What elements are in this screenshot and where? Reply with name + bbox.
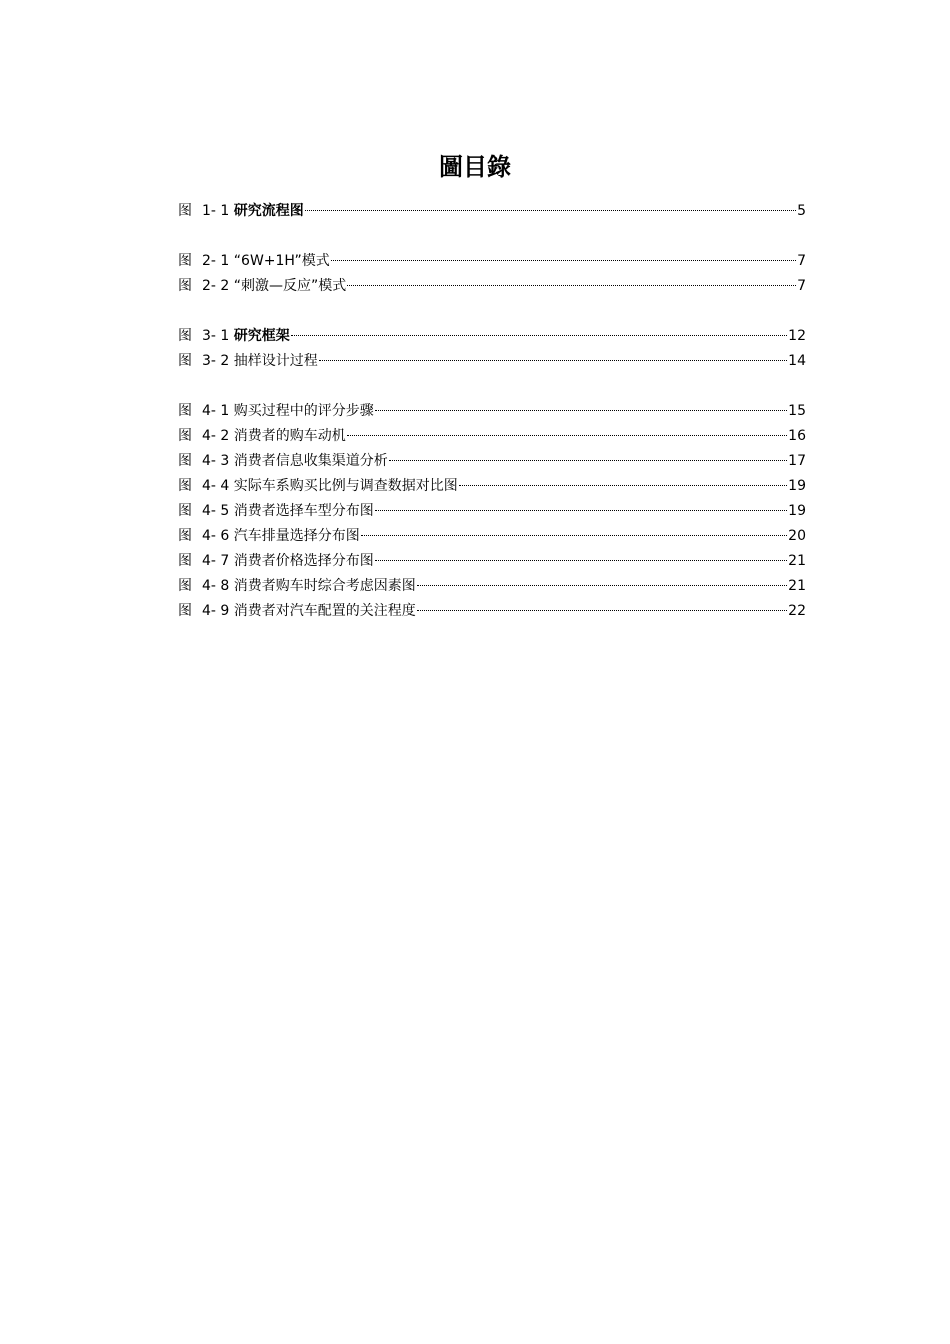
figure-caption: 消费者选择车型分布图 [233,503,374,519]
page-title: 圖目錄 [439,153,511,181]
figure-caption: “6W+1H”模式 [233,253,330,269]
page-number: 19 [788,503,806,519]
figure-entry[interactable] [178,449,806,474]
figure-entry[interactable] [178,199,806,224]
figure-label: 图 [178,478,192,494]
figure-caption: 研究流程图 [233,203,304,219]
figure-label: 图 [178,453,192,469]
figure-number: 4- 8 [202,578,230,594]
page-number: 20 [788,528,806,544]
figure-number: 2- 1 [202,253,230,269]
figure-caption: 消费者信息收集渠道分析 [233,453,388,469]
figure-entry[interactable] [178,424,806,449]
figure-caption: 汽车排量选择分布图 [233,528,360,544]
figure-label: 图 [178,403,192,419]
figure-label: 图 [178,203,192,219]
figure-label: 图 [178,253,192,269]
figure-entry[interactable] [178,599,806,624]
page-number: 22 [788,603,806,619]
page-number: 21 [788,578,806,594]
figure-number: 4- 4 [202,478,230,494]
figure-entry[interactable] [178,549,806,574]
figure-caption: 消费者的购车动机 [233,428,346,444]
dot-leader [375,559,787,561]
figure-number: 4- 6 [202,528,230,544]
figure-entry[interactable] [178,249,806,274]
figure-caption: 消费者购车时综合考虑因素图 [233,578,416,594]
page-number: 7 [797,278,806,294]
figure-label: 图 [178,328,192,344]
figure-entry[interactable] [178,274,806,299]
dot-leader [331,259,796,261]
dot-leader [347,434,787,436]
figure-label: 图 [178,503,192,519]
figure-number: 4- 5 [202,503,230,519]
figure-entry[interactable] [178,399,806,424]
figure-entry[interactable] [178,499,806,524]
figure-list [178,199,806,624]
figure-label: 图 [178,528,192,544]
dot-leader [417,584,787,586]
figure-entry[interactable] [178,324,806,349]
dot-leader [459,484,787,486]
dot-leader [319,359,787,361]
dot-leader [375,409,787,411]
figure-label: 图 [178,603,192,619]
figure-label: 图 [178,553,192,569]
figure-caption: 实际车系购买比例与调查数据对比图 [233,478,458,494]
page-number: 7 [797,253,806,269]
figure-caption: 研究框架 [233,328,290,344]
figure-caption: “刺激—反应”模式 [233,278,347,294]
figure-label: 图 [178,578,192,594]
page-number: 5 [797,203,806,219]
dot-leader [291,334,787,336]
page-number: 21 [788,553,806,569]
figure-group-chapter-2 [178,249,806,299]
figure-number: 4- 9 [202,603,230,619]
figure-caption: 抽样设计过程 [233,353,318,369]
figure-number: 4- 1 [202,403,230,419]
dot-leader [417,609,787,611]
figure-entry[interactable] [178,574,806,599]
figure-number: 4- 2 [202,428,230,444]
figure-group-chapter-3 [178,324,806,374]
dot-leader [361,534,787,536]
dot-leader [347,284,796,286]
figure-group-chapter-1 [178,199,806,224]
figure-number: 1- 1 [202,203,230,219]
dot-leader [375,509,787,511]
figure-label: 图 [178,428,192,444]
page-number: 12 [788,328,806,344]
figure-entry[interactable] [178,474,806,499]
page-number: 16 [788,428,806,444]
figure-entry[interactable] [178,349,806,374]
figure-number: 2- 2 [202,278,230,294]
page-number: 15 [788,403,806,419]
figure-group-chapter-4 [178,399,806,624]
figure-number: 3- 1 [202,328,230,344]
figure-number: 4- 7 [202,553,230,569]
figure-label: 图 [178,278,192,294]
dot-leader [389,459,787,461]
page-number: 14 [788,353,806,369]
page-number: 19 [788,478,806,494]
figure-number: 4- 3 [202,453,230,469]
figure-caption: 消费者价格选择分布图 [233,553,374,569]
figure-caption: 购买过程中的评分步骤 [233,403,374,419]
figure-label: 图 [178,353,192,369]
figure-number: 3- 2 [202,353,230,369]
figure-caption: 消费者对汽车配置的关注程度 [233,603,416,619]
dot-leader [305,209,796,211]
figure-entry[interactable] [178,524,806,549]
page-number: 17 [788,453,806,469]
